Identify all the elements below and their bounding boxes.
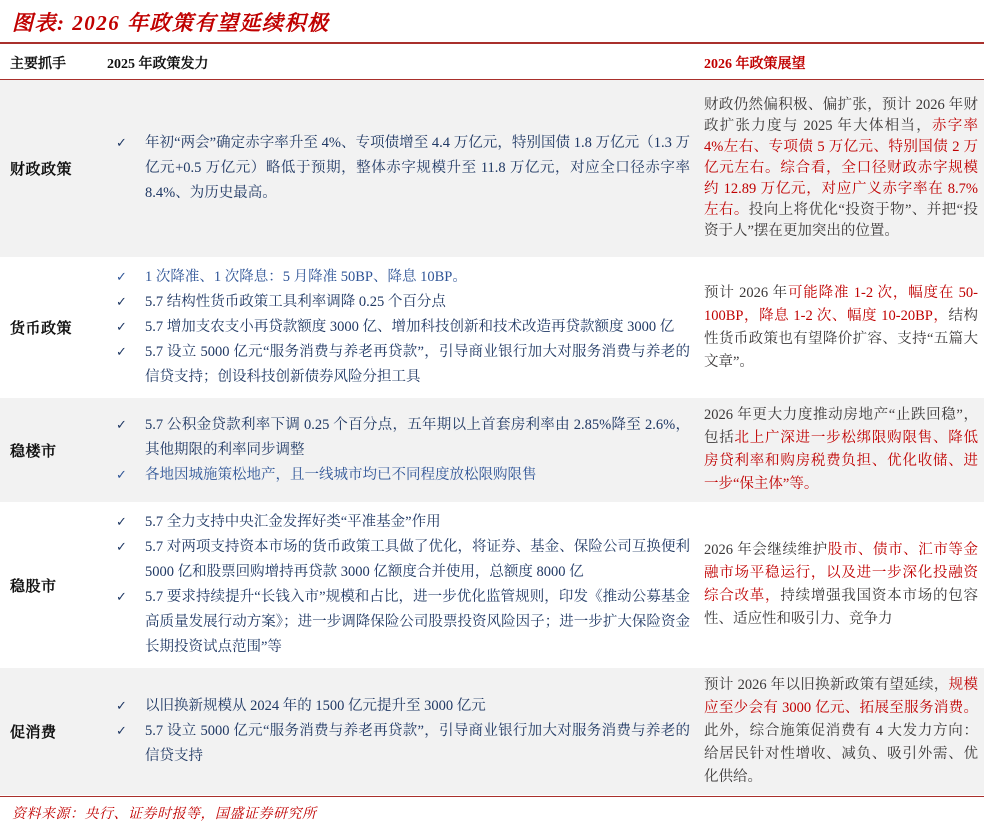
- check-icon: ✓: [116, 320, 127, 335]
- outlook-2026-cell: [704, 533, 984, 637]
- row-label: 稳股市: [10, 578, 57, 595]
- outlook-2026-cell: [704, 276, 984, 380]
- policy-bullet: [107, 585, 690, 660]
- bullet-text: 各地因城施策松地产，且一线城市均已不同程度放松限购限售: [145, 466, 537, 483]
- row-label: 财政政策: [10, 162, 73, 178]
- policy-2025-cell: [107, 502, 704, 668]
- policy-bullet: [107, 131, 690, 206]
- outlook-segment: 2026 年更大力度推动房地产“止跌回稳”，包括: [704, 407, 978, 446]
- table-rows: [0, 80, 984, 795]
- outlook-segment: 北上广深进一步松绑限购限售、降低房贷利率和购房税费负担、优化收储、进一步“保主体”等。: [704, 430, 979, 492]
- header-2026-outlook: 2026 年政策展望: [704, 57, 806, 72]
- check-icon: ✓: [116, 724, 127, 739]
- header-main-handles: 主要抓手: [10, 57, 66, 72]
- bullet-text: 1 次降准、1 次降息：5 月降准 50BP、降息 10BP。: [145, 269, 467, 285]
- figure-title: 图表: 2026 年政策有望延续积极: [12, 11, 330, 35]
- row-label: 促消费: [10, 725, 57, 741]
- check-icon: ✓: [116, 270, 127, 285]
- table-row: [0, 502, 984, 668]
- check-icon: ✓: [116, 590, 127, 605]
- table-row: [0, 668, 984, 795]
- check-icon: ✓: [116, 515, 127, 530]
- policy-bullet: [107, 413, 690, 463]
- outlook-segment: 持续增强我国资本市场的包容性、适应性和吸引力、竞争力: [704, 588, 979, 627]
- outlook-segment: 投向上将优化“投资于物”、并把“投资于人”摆在更加突出的位置。: [704, 202, 978, 239]
- check-icon: ✓: [116, 699, 127, 714]
- policy-bullet: [107, 510, 690, 535]
- policy-bullet: [107, 535, 690, 585]
- bullet-text: 5.7 设立 5000 亿元“服务消费与养老再贷款”，引导商业银行加大对服务消费与养老的信贷支持；创设科技创新债券风险分担工具: [145, 344, 690, 385]
- policy-bullet: [107, 340, 690, 390]
- table-row: [0, 257, 984, 398]
- outlook-segment: 此外，综合施策促消费有 4 大发力方向：给居民针对性增收、减负、吸引外需、优化供给。: [704, 723, 978, 785]
- row-label: 稳楼市: [10, 443, 57, 460]
- policy-2025-cell: [107, 123, 704, 214]
- outlook-2026-cell: [704, 89, 984, 248]
- source-note: 资料来源：央行、证券时报等，国盛证券研究所: [0, 796, 984, 823]
- policy-2025-cell: [107, 405, 704, 496]
- check-icon: ✓: [116, 467, 127, 483]
- outlook-segment: 财政仍然偏积极、偏扩张，预计 2026 年财政扩张力度与 2025 年大体相当，: [704, 97, 978, 134]
- policy-bullet: [107, 694, 690, 719]
- outlook-segment: 结构性货币政策也有望降价扩容、支持“五篇大文章”。: [704, 307, 978, 370]
- bullet-text: 5.7 结构性货币政策工具利率调降 0.25 个百分点: [145, 294, 446, 310]
- outlook-segment: 赤字率 4%左右、专项债 5 万亿元、特别国债 2 万亿元左右。综合看，全口径财政赤字规模约 12.89 万亿元，对应广义赤字率在 8.7%左右。: [704, 118, 978, 218]
- check-icon: ✓: [116, 540, 127, 555]
- outlook-segment: 规模应至少会有 3000 亿元、拓展至服务消费。: [704, 677, 979, 716]
- policy-2025-cell: [107, 257, 704, 398]
- outlook-segment: 预计 2026 年以旧换新政策有望延续，: [704, 677, 949, 693]
- outlook-segment: 可能降准 1-2 次，幅度在 50-100BP，降息 1-2 次、幅度 10-20BP，: [704, 284, 978, 324]
- bullet-text: 以旧换新规模从 2024 年的 1500 亿元提升至 3000 亿元: [145, 698, 486, 714]
- row-label: 货币政策: [10, 321, 73, 337]
- bullet-text: 5.7 增加支农支小再贷款额度 3000 亿、增加科技创新和技术改造再贷款额度 3000 亿: [145, 319, 675, 335]
- header-2025-policy: 2025 年政策发力: [107, 57, 209, 72]
- policy-bullet: [107, 290, 690, 315]
- outlook-segment: 股市、债市、汇市等金融市场平稳运行，以及进一步深化投融资综合改革，: [704, 542, 979, 604]
- policy-bullet: [107, 315, 690, 340]
- outlook-segment: 2026 年会继续维护: [704, 542, 828, 558]
- check-icon: ✓: [116, 295, 127, 310]
- bullet-text: 5.7 全力支持中央汇金发挥好类“平准基金”作用: [145, 514, 441, 530]
- bullet-text: 5.7 设立 5000 亿元“服务消费与养老再贷款”，引导商业银行加大对服务消费与养老的信贷支持: [145, 723, 690, 764]
- table-row: [0, 80, 984, 257]
- policy-bullet: [107, 719, 690, 769]
- outlook-2026-cell: [704, 668, 984, 795]
- bullet-text: 5.7 对两项支持资本市场的货币政策工具做了优化，将证券、基金、保险公司互换便利 5000 亿和股票回购增持再贷款 3000 亿额度合并使用，总额度 8000 亿: [145, 539, 690, 580]
- table-header: [0, 44, 984, 80]
- outlook-2026-cell: [704, 398, 984, 502]
- check-icon: ✓: [116, 345, 127, 360]
- policy-2025-cell: [107, 686, 704, 777]
- bullet-text: 5.7 要求持续提升“长钱入市”规模和占比，进一步优化监管规则，印发《推动公募基金高质量发展行动方案》；进一步调降保险公司股票投资风险因子；进一步扩大保险资金长期投资试点范围”等: [145, 589, 690, 655]
- policy-bullet: [107, 265, 690, 290]
- table-row: [0, 398, 984, 502]
- check-icon: ✓: [116, 136, 127, 151]
- bullet-text: 年初“两会”确定赤字率升至 4%、专项债增至 4.4 万亿元，特别国债 1.8 万亿元（1.3 万亿元+0.5 万亿元）略低于预期，整体赤字规模升至 11.8 万亿元，对应全口径赤字率 8.4%、为历史最高。: [145, 135, 690, 201]
- bullet-text: 5.7 公积金贷款利率下调 0.25 个百分点，五年期以上首套房利率由 2.85%降至 2.6%，其他期限的利率同步调整: [145, 416, 690, 458]
- policy-bullet: [107, 463, 690, 488]
- outlook-segment: 预计 2026 年: [704, 284, 788, 301]
- check-icon: ✓: [116, 417, 127, 433]
